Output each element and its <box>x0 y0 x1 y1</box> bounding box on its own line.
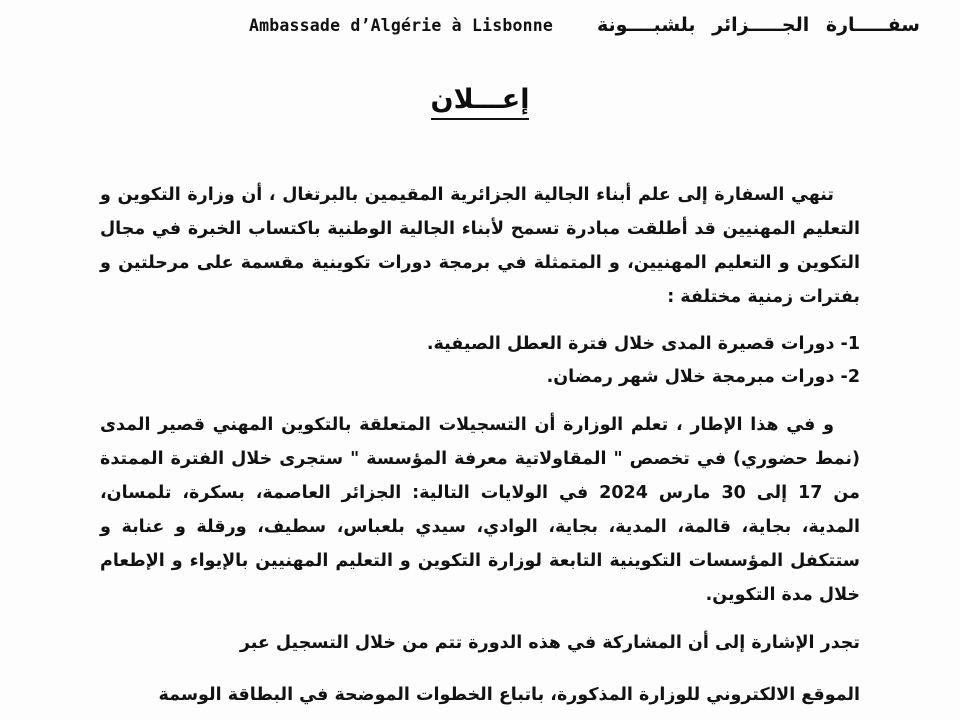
letterhead-arabic: سفـــــارة الجـــــزائر بلشبــــونة <box>597 14 920 36</box>
paragraph-registration-details: و في هذا الإطار ، تعلم الوزارة أن التسجيلات المتعلقة بالتكوين المهني قصير المدى (نمط حضوري) في تخصص " المقاولاتية معرفة المؤسسة " ستجرى خلال الفترة الممتدة من 17 إلى 30 مارس 2024 في الولايات التالية: الجزائر العاصمة، بسكرة، تلمسان، المدية، بجاية، قالمة، المدية، بجاية، الوادي، سيدي بلعباس، سطيف، ورقلة و عنابة و ستتكفل المؤسسات التكوينية التابعة لوزارة التكوين و التعليم المهنيين بالإيواء و الإطعام خلال مدة التكوين. <box>100 415 860 606</box>
paragraph-truncated: الموقع الالكتروني للوزارة المذكورة، باتباع الخطوات الموضحة في البطاقة الوسمة <box>158 684 860 705</box>
paragraph-intro: تنهي السفارة إلى علم أبناء الجالية الجزائرية المقيمين بالبرتغال ، أن وزارة التكوين و التعليم المهنيين قد أطلقت مبادرة تسمح لأبناء الجالية الوطنية باكتساب الخبرة في مجال التكوين و التعليم المهنيين، و المتمثلة في برمجة دورات تكوينية مقسمة على مرحلتين و بفترات زمنية مختلفة : <box>100 185 860 308</box>
letterhead <box>0 0 960 36</box>
training-list <box>100 328 860 394</box>
list-item: 1- دورات قصيرة المدى خلال فترة العطل الصيفية. <box>426 334 860 355</box>
title-container <box>0 84 960 120</box>
letterhead-latin: Ambassade d’Algérie à Lisbonne <box>249 16 554 35</box>
document-body <box>100 120 860 712</box>
page-title: إعـــلان <box>431 84 530 120</box>
list-item: 2- دورات مبرمجة خلال شهر رمضان. <box>546 367 860 388</box>
paragraph-participation: تجدر الإشارة إلى أن المشاركة في هذه الدورة تتم من خلال التسجيل عبر <box>239 633 860 654</box>
